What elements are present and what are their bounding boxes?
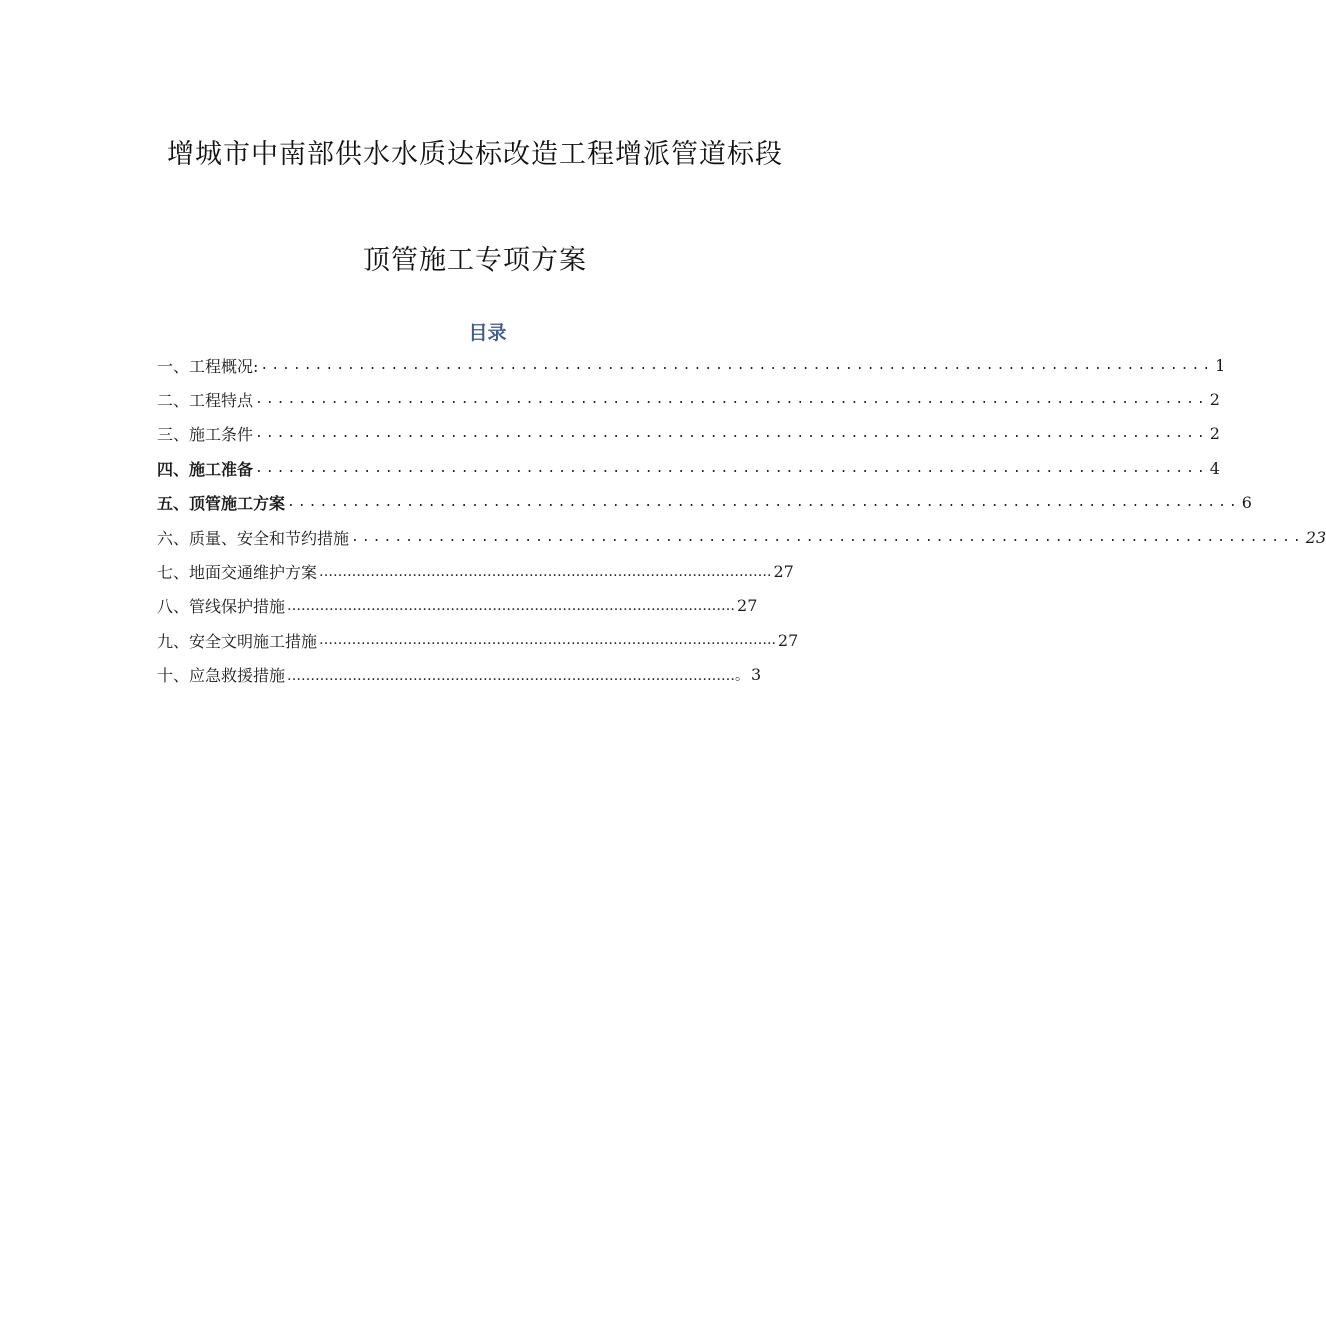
toc-entry-leader: …………………………………………………………………………………… [287,597,736,614]
document-title-line-1: 增城市中南部供水水质达标改造工程增派管道标段 [167,139,783,170]
toc-entry-label: 一、工程概况: [157,356,259,376]
toc-entry-page-number: 3 [751,665,762,685]
toc-entry[interactable] [157,520,1326,554]
toc-entry-label: 六、质量、安全和节约措施 [157,528,350,548]
toc-entry[interactable] [157,554,794,588]
toc-entry-leader: ……………………………………………………………………………………。 [287,667,750,684]
toc-entry-leader: ........................................................................................ [255,460,1208,476]
toc-entry[interactable] [157,417,1220,451]
toc-entry-label: 九、安全文明施工措施 [157,631,318,651]
table-of-contents [157,348,1326,692]
toc-entry-label: 七、地面交通维护方案 [157,563,318,583]
toc-entry[interactable] [157,623,799,657]
toc-entry-page-number: 6 [1241,493,1252,513]
toc-entry-leader: ……………………………………………………………………………………. [319,563,772,580]
toc-entry-leader: ........................................................................................ [287,495,1240,511]
document-title-line-2: 顶管施工专项方案 [363,245,587,276]
toc-entry[interactable] [157,589,758,623]
toc-entry-label: 十、应急救援措施 [157,666,286,686]
toc-entry[interactable] [157,486,1252,520]
toc-entry[interactable] [157,348,1226,382]
toc-entry-page-number: 2 [1209,390,1220,410]
toc-heading: 目录 [468,322,507,344]
toc-entry-leader: …………………………………………………………………………………….. [319,632,776,649]
toc-entry[interactable] [157,382,1220,416]
toc-entry-label: 八、管线保护措施 [157,597,286,617]
toc-entry-label: 四、施工准备 [157,459,254,479]
toc-entry-leader: ........................................................................................ [351,529,1304,545]
toc-entry-page-number: 4 [1209,458,1220,478]
toc-entry-page-number: 1 [1215,355,1226,375]
toc-entry-label: 三、施工条件 [157,425,254,445]
toc-entry-page-number: 27 [773,562,794,582]
toc-entry-leader: ........................................................................................ [255,392,1208,408]
toc-entry-page-number: 2 [1209,424,1220,444]
toc-entry[interactable] [157,451,1220,485]
toc-entry-page-number: 27 [737,596,758,616]
toc-entry-page-number: 27 [777,630,799,650]
toc-entry-label: 二、工程特点 [157,391,254,411]
toc-entry-leader: ........................................................................................ [255,426,1208,442]
toc-entry[interactable] [157,658,762,692]
toc-entry-page-number: 23 [1305,527,1326,547]
toc-entry-leader: ........................................................................................ [260,357,1214,373]
toc-entry-label: 五、顶管施工方案 [157,494,286,514]
